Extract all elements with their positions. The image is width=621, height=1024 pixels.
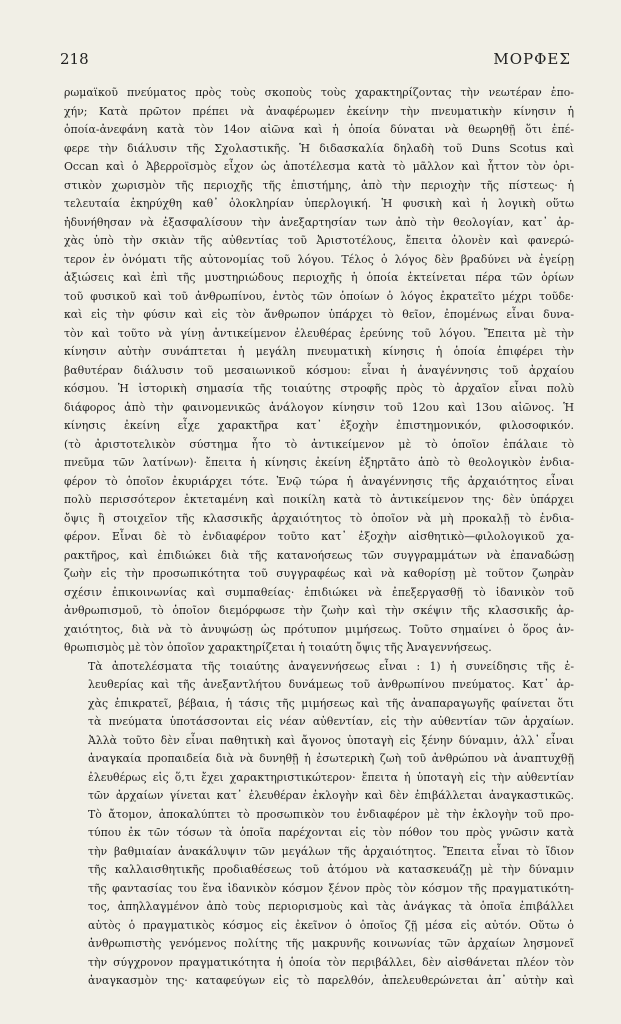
text-line: θρωπισμὸς μὲ τὸν ὁποῖον χαρακτηρίζεται ἡ τοιαύτη ὄψις τῆς Ἀναγεννήσεως. <box>64 641 492 654</box>
text-line: ὄψις ἢ στοιχεῖον τῆς κλασσικῆς ἀρχαιότητος τὸ ὁποῖον νὰ μὴ προκαλῇ τὸ ἐνδια- <box>64 511 574 525</box>
text-line: σχέσιν ἐπικοινωνίας καὶ συμπαθείας· ἐπιδιώκει νὰ ἐπεξεργασθῇ τὸ ἰδανικὸν τοῦ <box>64 585 574 599</box>
text-line: φερε τὴν διάλυσιν τῆς Σχολαστικῆς. Ἡ διδασκαλία δηλαδὴ τοῦ Duns Scotus καὶ <box>64 141 574 155</box>
text-line: ἠδυνήθησαν νὰ ἐξασφαλίσουν τὴν ἀνεξαρτησίαν των ἀπὸ τὴν θεολογίαν, κατ᾽ ἀρ- <box>64 215 574 229</box>
text-line: ἀνθρωπισμοῦ, τὸ ὁποῖον διεμόρφωσε τὴν ζωὴν καὶ τὴν σκέψιν τῆς κλασσικῆς ἀρ- <box>64 604 574 617</box>
text-line: Τὸ ἄτομον, ἀποκαλύπτει τὸ προσωπικὸν του ἐνδιαφέρον μὲ τὴν ἐκλογὴν τοῦ προ- <box>88 807 574 821</box>
paragraph-1 <box>64 84 574 658</box>
text-line: ἀξιώσεις καὶ ἐπὶ τῆς μυστηριώδους περιοχῆς ἡ ὁποία ἐκτείνεται πέρα τῶν ὁρίων <box>64 271 574 284</box>
text-line: πνεῦμα τῶν λατίνων)· ἔπειτα ἡ κίνησις ἐκείνη ἐξηρτᾶτο ἀπὸ τὸ θεολογικὸν ἐνδια- <box>64 456 574 469</box>
text-line: διάφορος ἀπὸ τὴν φαινομενικῶς ἀνάλογον κίνησιν τοῦ 12ου καὶ 13ου αἰῶνος. Ἡ <box>64 400 574 414</box>
text-line: τῶν ἀρχαίων γίνεται κατ᾽ ἐλευθέραν ἐκλογὴν καὶ δὲν ἐπιβάλλεται ἀναγκαστικῶς. <box>88 789 574 802</box>
text-line: τος, ἀπηλλαγμένον ἀπὸ τοὺς περιορισμοὺς καὶ τὰς ἀνάγκας τὰ ὁποῖα ἐπιβάλλει <box>88 900 574 913</box>
text-line: ἀναγκασμὸν της· καταφεύγων εἰς τὸ παρελθόν, ἀπελευθερώνεται ἀπ᾽ αὐτὴν καὶ <box>88 974 574 987</box>
text-line: τῆς καλλαισθητικῆς προδιαθέσεως τοῦ ἀτόμου νὰ κατασκευάζῃ μὲ τὴν δύναμιν <box>88 863 574 876</box>
text-line: ἐλευθέρως εἰς ὅ,τι ἔχει χαρακτηριστικώτερον· ἔπειτα ἡ ὑποταγὴ εἰς τὴν αὐθεντίαν <box>88 770 574 784</box>
text-line: ἀνθρωπιστὴς γενόμενος πολίτης τῆς μακρυνῆς κοινωνίας τῶν ἀρχαίων λησμονεῖ <box>88 937 574 950</box>
text-line: ρωμαϊκοῦ πνεύματος πρὸς τοὺς σκοποὺς τοὺς χαρακτηρίζοντας τὴν νεωτέραν ἐπο- <box>64 86 574 99</box>
text-line: τῆς φαντασίας του ἕνα ἰδανικὸν κόσμον ξένον πρὸς τὸν κόσμον τῆς πραγματικότη- <box>88 881 574 895</box>
text-line: λευθερίας καὶ τῆς ἀνεξαντλήτου δυνάμεως τοῦ ἀνθρωπίνου πνεύματος. Κατ᾽ ἀρ- <box>88 678 574 691</box>
text-line: κίνησις ἐκείνη εἶχε χαρακτῆρα κατ᾽ ἐξοχὴν ἐπιστημονικόν, φιλοσοφικόν. <box>64 419 574 432</box>
text-line: χαιότητος, διὰ νὰ τὸ ἀνυψώσῃ ὡς πρότυπον μιμήσεως. Τοῦτο σημαίνει ὁ ὅρος ἀν- <box>64 622 574 636</box>
text-line: κόσμου. Ἡ ἱστορικὴ σημασία τῆς τοιαύτης στροφῆς πρὸς τὸ ἀρχαῖον εἶναι πολὺ <box>64 382 574 395</box>
text-line: τὸν καὶ τοῦτο νὰ γίνῃ ἀντικείμενον ἐλευθέρας ἐρεύνης τοῦ λόγου. Ἔπειτα μὲ τὴν <box>64 326 574 340</box>
text-line: τὰ πνεύματα ὑποτάσσονται εἰς νέαν αὐθεντίαν, εἰς τὴν αὐθεντίαν τῶν ἀρχαίων. <box>88 715 574 728</box>
text-line: φέρον τὸ ὁποῖον ἐκυριάρχει τότε. Ἐνῷ τώρα ἡ ἀναγέννησις τῆς ἀρχαιότητος εἶναι <box>64 474 574 488</box>
text-line: χήν; Κατὰ πρῶτον πρέπει νὰ ἀναφέρωμεν ἐκείνην τὴν πνευματικὴν κίνησιν ἡ <box>64 104 574 118</box>
text-line: αὐτὸς ὁ πραγματικὸς κόσμος εἰς ἐκεῖνον ὁ ὁποῖος ζῇ μέσα εἰς αὐτόν. Οὕτω ὁ <box>88 918 574 932</box>
text-line: τύπου ἐκ τῶν τόσων τὰ ὁποῖα παρέχονται εἰς τὸν πόθον του πρὸς γνῶσιν κατὰ <box>88 826 574 839</box>
text-line: πολὺ περισσότερον ἐκτεταμένη καὶ ποικίλη κατὰ τὸ ἀντικείμενον της· δὲν ὑπάρχει <box>64 493 574 506</box>
text-line: ζωὴν εἰς τὴν προσωπικότητα τοῦ συγγραφέως καὶ νὰ καθορίσῃ μὲ τοῦτον ζωηρὰν <box>64 567 574 580</box>
text-line: φέρον. Εἶναι δὲ τὸ ἐνδιαφέρον τοῦτο κατ᾽ ἐξοχὴν αἰσθητικὸ—φιλολογικοῦ χα- <box>64 530 574 543</box>
text-line: τελευταία ἐκηρύχθη καθ᾽ ὁλοκληρίαν ὑπερλογική. Ἡ φυσικὴ καὶ ἡ λογικὴ οὕτω <box>64 197 574 210</box>
text-line: κίνησιν αὐτὴν συνάπτεται ἡ μεγάλη πνευματικὴ κίνησις ἡ ὁποία ἐπιφέρει τὴν <box>64 345 574 358</box>
text-line: (τὸ ἀριστοτελικὸν σύστημα ἦτο τὸ ἀντικείμενον μὲ τὸ ὁποῖον ἐπάλαιε τὸ <box>64 437 574 451</box>
text-line: καὶ εἰς τὴν φύσιν καὶ εἰς τὸν ἄνθρωπον ὑπάρχει τὸ θεῖον, ἐπομένως εἶναι δυνα- <box>64 308 574 321</box>
page-number: 218 <box>60 50 89 68</box>
text-line: τὴν σύγχρονον πραγματικότητα ἡ ὁποία τὸν περιβάλλει, δὲν αἰσθάνεται πλέον τὸν <box>88 955 574 969</box>
text-line: Τὰ ἀποτελέσματα τῆς τοιαύτης ἀναγεννήσεως εἶναι : 1) ἡ συνείδησις τῆς ἐ- <box>88 659 574 673</box>
running-title: ΜΟΡΦΕΣ <box>493 50 571 68</box>
text-line: ὁποία-ἀνεφάνη κατὰ τὸν 14ον αἰῶνα καὶ ἡ ὁποία δύναται νὰ θεωρηθῇ ὅτι ἐπέ- <box>64 123 574 136</box>
body-text <box>64 84 574 991</box>
text-line: ἀναγκαία προπαιδεία διὰ νὰ δυνηθῇ ἡ ἐσωτερικὴ ζωὴ τοῦ ἀνθρώπου νὰ ἀναπτυχθῇ <box>88 752 574 765</box>
text-line: τερον ἐν ὀνόματι τῆς αὐτονομίας τοῦ λόγου. Τέλος ὁ λόγος δὲν βραδύνει νὰ ἐγείρῃ <box>64 252 574 266</box>
text-line: τὴν βαθμιαίαν ἀνακάλυψιν τῶν μεγάλων τῆς ἀρχαιότητος. Ἔπειτα εἶναι τὸ ἴδιον <box>88 844 574 858</box>
text-line: χὰς ἐπικρατεῖ, βέβαια, ἡ τάσις τῆς μιμήσεως καὶ τῆς ἀναπαραγωγῆς φαίνεται ὅτι <box>88 696 574 710</box>
page-header <box>60 48 571 70</box>
paragraph-2 <box>64 658 574 991</box>
text-line: ρακτῆρος, καὶ ἐπιδιώκει διὰ τῆς κατανοήσεως τῶν συγγραμμάτων νὰ ἐπαναδώσῃ <box>64 548 574 562</box>
text-line: Occan καὶ ὁ Ἀβερροϊσμὸς εἶχον ὡς ἀποτέλεσμα κατὰ τὸ μᾶλλον καὶ ἧττον τὸν ὁρι- <box>64 160 574 173</box>
text-line: βαθυτέραν διάλυσιν τοῦ μεσαιωνικοῦ κόσμου: εἶναι ἡ ἀναγέννησις τοῦ ἀρχαίου <box>64 363 574 377</box>
text-line: Ἀλλὰ τοῦτο δὲν εἶναι παθητικὴ καὶ ἄγονος ὑποταγὴ εἰς ξένην δύναμιν, ἀλλ᾽ εἶναι <box>88 733 574 747</box>
text-line: τοῦ φυσικοῦ καὶ τοῦ ἀνθρωπίνου, ἐντὸς τῶν ὁποίων ὁ λόγος ἐκρατεῖτο μέχρι τοῦδε· <box>64 289 574 303</box>
text-line: στικὸν χωρισμὸν τῆς περιοχῆς τῆς ἐπιστήμης, ἀπὸ τὴν περιοχὴν τῆς πίστεως· ἡ <box>64 178 574 192</box>
text-line: χὰς ὑπὸ τὴν σκιὰν τῆς αὐθεντίας τοῦ Ἀριστοτέλους, ἔπειτα ὀλονὲν καὶ φανερώ- <box>64 234 574 247</box>
